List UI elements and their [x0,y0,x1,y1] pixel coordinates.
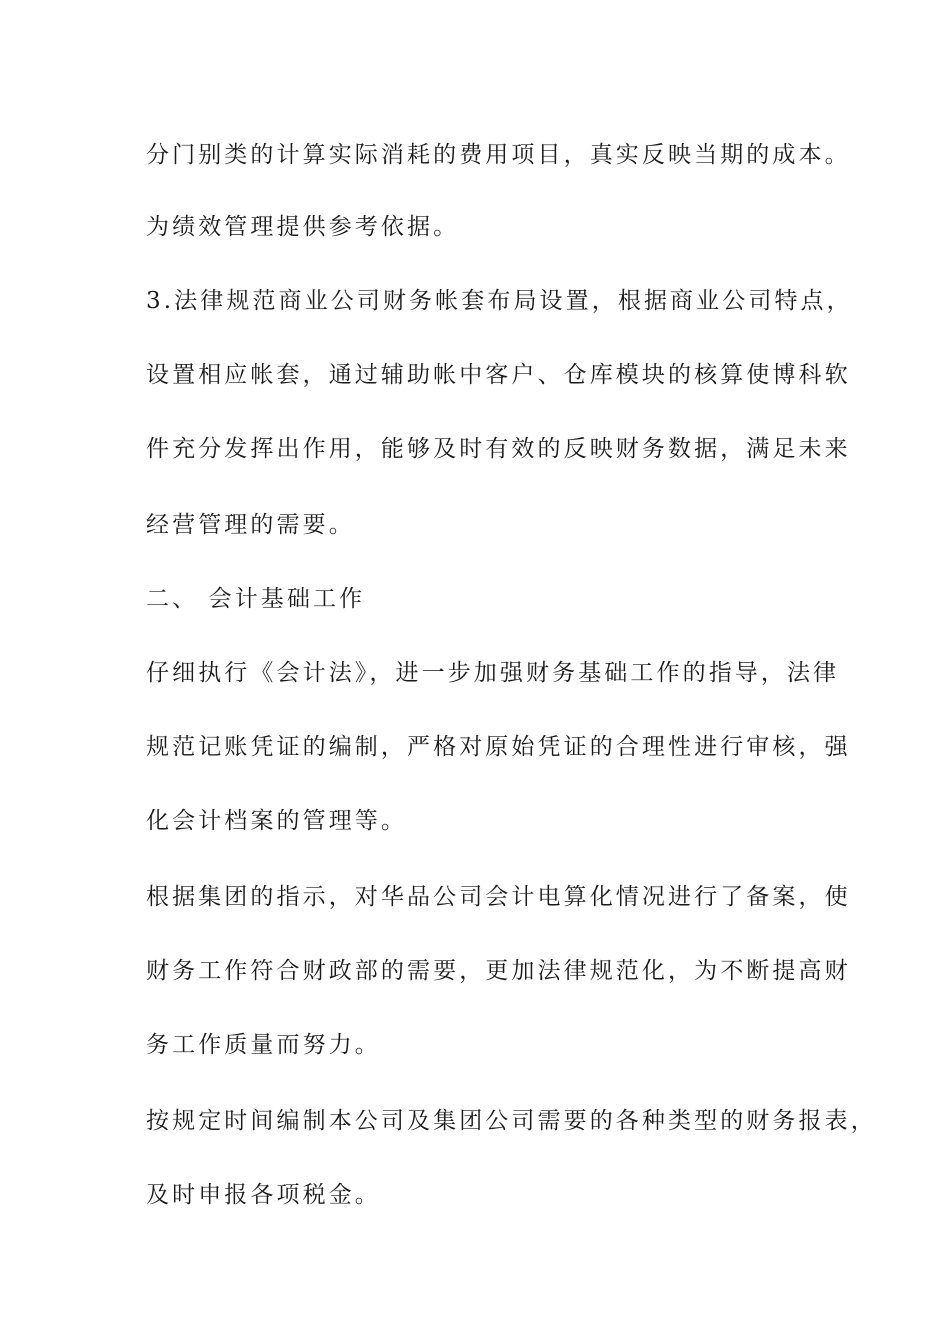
text-line: 化会计档案的管理等。 [146,808,407,834]
text-line: 件充分发挥出作用，能够及时有效的反映财务数据，满足未来 [146,436,851,462]
text-line: 按规定时间编制本公司及集团公司需要的各种类型的财务报表， [146,1108,877,1134]
text-line: 仔细执行《会计法》，进一步加强财务基础工作的指导，法律 [146,660,840,686]
text-line: 及时申报各项税金。 [146,1182,381,1208]
text-line: 为绩效管理提供参考依据。 [146,214,460,240]
text-line: 经营管理的需要。 [146,512,355,538]
text-line: 规范记账凭证的编制，严格对原始凭证的合理性进行审核，强 [146,734,851,760]
text-line: 分门别类的计算实际消耗的费用项目，真实反映当期的成本。 [146,142,851,168]
section-heading: 二、 会计基础工作 [146,586,366,612]
text-line: 3.法律规范商业公司财务帐套布局设置，根据商业公司特点， [146,288,853,314]
text-line: 设置相应帐套，通过辅助帐中客户、仓库模块的核算使博科软 [146,362,851,388]
text-line: 根据集团的指示，对华品公司会计电算化情况进行了备案，使 [146,884,851,910]
text-line: 务工作质量而努力。 [146,1032,381,1058]
text-line: 财务工作符合财政部的需要，更加法律规范化，为不断提高财 [146,958,851,984]
